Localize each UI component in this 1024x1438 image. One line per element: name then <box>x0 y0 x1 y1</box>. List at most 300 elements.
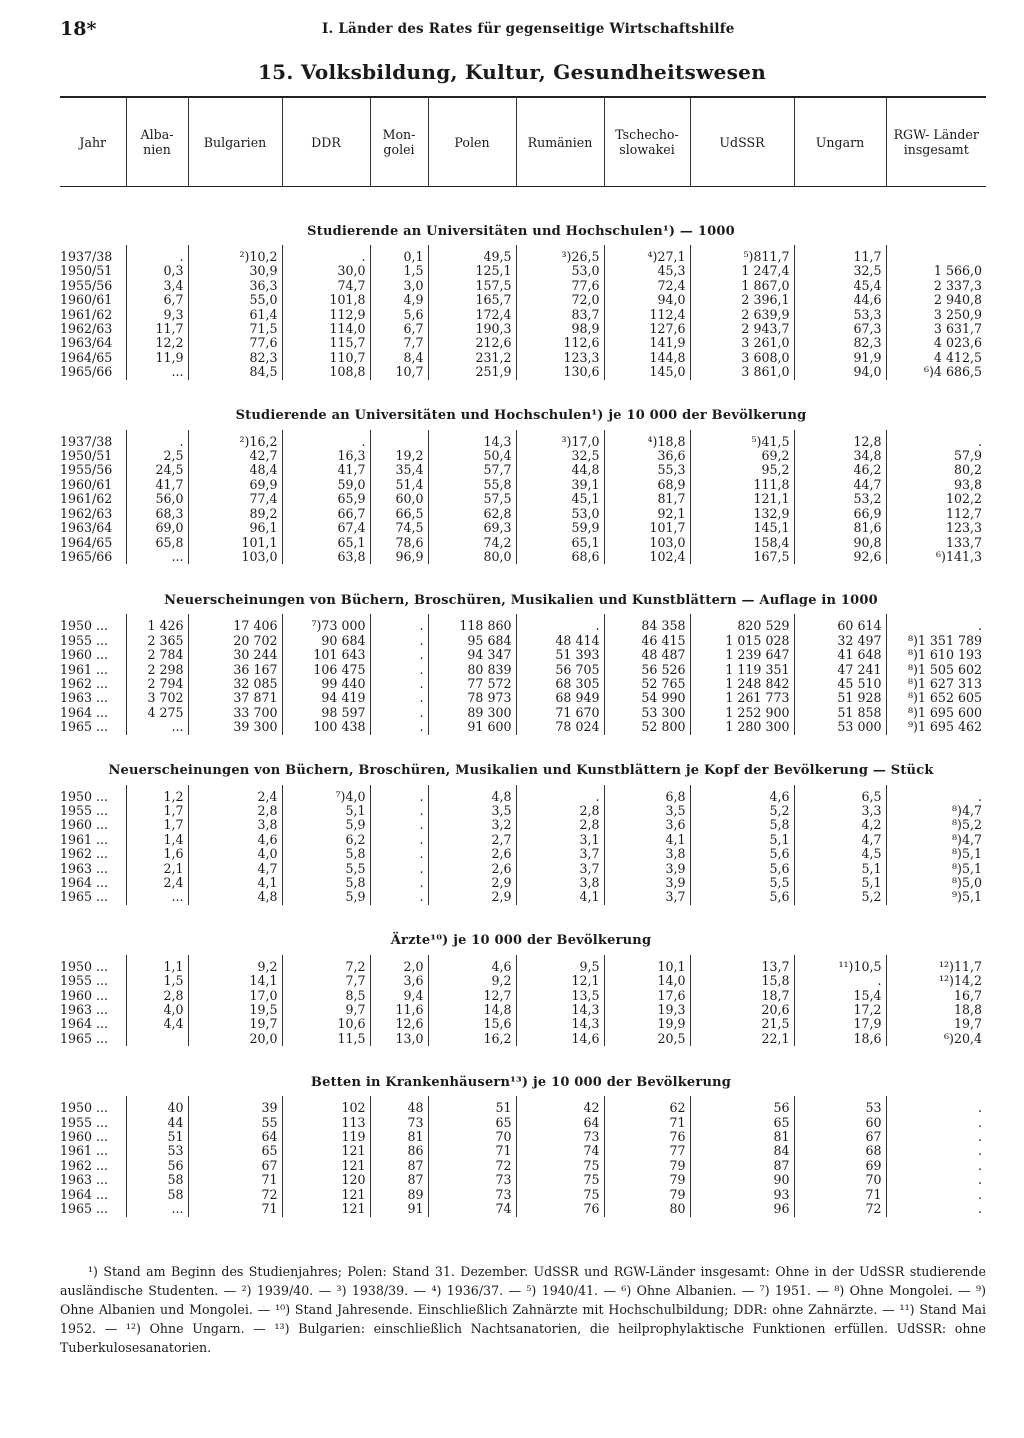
value-cell: 94 419 <box>282 691 370 705</box>
value-cell: 820 529 <box>690 619 794 633</box>
value-cell: 1,5 <box>370 264 428 278</box>
value-cell: 14,3 <box>516 1017 604 1031</box>
value-cell: 0,3 <box>126 264 188 278</box>
page-number: 18* <box>60 18 97 40</box>
section-header-row <box>60 735 986 785</box>
value-cell: 73 <box>428 1188 516 1202</box>
value-cell: 5,2 <box>690 804 794 818</box>
value-cell: 2,6 <box>428 847 516 861</box>
year-cell: 1964 ... <box>60 875 109 890</box>
value-cell: 64 <box>188 1130 282 1144</box>
value-cell: 3,2 <box>428 818 516 832</box>
value-cell: . <box>370 691 428 705</box>
value-cell: 46,2 <box>794 463 886 477</box>
value-cell: 50,4 <box>428 449 516 463</box>
value-cell: 56,0 <box>126 492 188 506</box>
value-cell: ⁸)5,1 <box>886 847 986 861</box>
value-cell: 71,5 <box>188 322 282 336</box>
value-cell: 3 261,0 <box>690 336 794 350</box>
value-cell: 2,8 <box>188 804 282 818</box>
table-row <box>60 279 986 293</box>
value-cell: 101,7 <box>604 521 690 535</box>
value-cell: 2,6 <box>428 862 516 876</box>
year-cell: 1965 ... <box>60 1201 109 1217</box>
value-cell: 2,0 <box>370 960 428 974</box>
statistics-table <box>60 96 986 1217</box>
value-cell: 112,6 <box>516 336 604 350</box>
value-cell: 66,7 <box>282 507 370 521</box>
column-header-row <box>60 97 986 187</box>
value-cell: 99 440 <box>282 677 370 691</box>
year-cell: 1965 ... <box>60 719 109 735</box>
value-cell: 32,5 <box>516 449 604 463</box>
table-row <box>60 308 986 322</box>
year-cell: 1955 ... <box>60 1114 109 1130</box>
value-cell: 4,8 <box>188 890 282 904</box>
value-cell: 112,9 <box>282 308 370 322</box>
value-cell: 40 <box>126 1101 188 1115</box>
value-cell: 17,2 <box>794 1003 886 1017</box>
value-cell: 36 167 <box>188 663 282 677</box>
value-cell: 19,5 <box>188 1003 282 1017</box>
section-header-row <box>60 1046 986 1096</box>
value-cell: 30,0 <box>282 264 370 278</box>
value-cell: 5,8 <box>282 847 370 861</box>
value-cell: . <box>886 619 986 633</box>
value-cell: 55 <box>188 1116 282 1130</box>
table-row <box>60 663 986 677</box>
year-cell: 1962 ... <box>60 846 109 862</box>
table-row <box>60 435 986 449</box>
value-cell: 72 <box>794 1202 886 1216</box>
year-cell: 1950 ... <box>60 1100 109 1116</box>
value-cell: ⁸)1 627 313 <box>886 677 986 691</box>
value-cell: . <box>370 790 428 804</box>
year-cell: 1963 ... <box>60 690 109 706</box>
year-cell: 1950 ... <box>60 958 109 974</box>
table-row <box>60 293 986 307</box>
value-cell: 12,6 <box>370 1017 428 1031</box>
value-cell: 81,6 <box>794 521 886 535</box>
value-cell: 73 <box>516 1130 604 1144</box>
value-cell: 9,5 <box>516 960 604 974</box>
value-cell: 41,7 <box>282 463 370 477</box>
value-cell: 1,5 <box>126 974 188 988</box>
value-cell: 2 784 <box>126 648 188 662</box>
value-cell: 56 705 <box>516 663 604 677</box>
value-cell: 48,4 <box>188 463 282 477</box>
value-cell: 4,9 <box>370 293 428 307</box>
value-cell: . <box>370 648 428 662</box>
table-row <box>60 492 986 506</box>
value-cell: 4,7 <box>188 862 282 876</box>
value-cell: . <box>886 790 986 804</box>
value-cell: . <box>886 1159 986 1173</box>
value-cell: 14,6 <box>516 1032 604 1046</box>
value-cell: ¹²)14,2 <box>886 974 986 988</box>
column-header-mongolei: Mon- golei <box>370 97 428 187</box>
value-cell: 103,0 <box>188 550 282 564</box>
value-cell: 58 <box>126 1173 188 1187</box>
value-cell: 41,7 <box>126 478 188 492</box>
value-cell: 7,7 <box>370 336 428 350</box>
year-cell: 1963/64 <box>60 335 113 351</box>
year-cell: 1963 ... <box>60 1172 109 1188</box>
value-cell: 60,0 <box>370 492 428 506</box>
section-title: Neuerscheinungen von Büchern, Broschüren, Musikalien und Kunstblättern je Kopf der Bevölkerung — Stück <box>108 763 934 779</box>
value-cell: 76 <box>516 1202 604 1216</box>
value-cell: 77,6 <box>516 279 604 293</box>
value-cell: 45,4 <box>794 279 886 293</box>
value-cell: 39 <box>188 1101 282 1115</box>
value-cell: 102,2 <box>886 492 986 506</box>
table-row <box>60 1202 986 1216</box>
value-cell: 81 <box>690 1130 794 1144</box>
value-cell: 74,7 <box>282 279 370 293</box>
value-cell: 101 643 <box>282 648 370 662</box>
year-cell: 1960 ... <box>60 987 109 1003</box>
value-cell: 67,3 <box>794 322 886 336</box>
value-cell: ⁶)4 686,5 <box>886 365 986 379</box>
value-cell: 77,6 <box>188 336 282 350</box>
column-header-ddr: DDR <box>282 97 370 187</box>
value-cell: 89 300 <box>428 706 516 720</box>
value-cell: 71 <box>188 1202 282 1216</box>
value-cell: 4,2 <box>794 818 886 832</box>
value-cell: ... <box>126 365 188 379</box>
year-cell: 1950/51 <box>60 263 113 279</box>
value-cell: 91 <box>370 1202 428 1216</box>
value-cell: ... <box>126 1202 188 1216</box>
table-row <box>60 847 986 861</box>
value-cell: . <box>886 1130 986 1144</box>
value-cell: 1 239 647 <box>690 648 794 662</box>
value-cell: 18,8 <box>886 1003 986 1017</box>
year-cell: 1961/62 <box>60 491 113 507</box>
value-cell: 84,5 <box>188 365 282 379</box>
value-cell: 17,6 <box>604 989 690 1003</box>
table-row <box>60 365 986 379</box>
year-cell: 1962 ... <box>60 675 109 691</box>
value-cell: 14,3 <box>428 435 516 449</box>
value-cell: 3,0 <box>370 279 428 293</box>
value-cell: 90 684 <box>282 634 370 648</box>
value-cell: 125,1 <box>428 264 516 278</box>
table-row <box>60 478 986 492</box>
year-cell: 1960/61 <box>60 476 113 492</box>
value-cell: ¹²)11,7 <box>886 960 986 974</box>
value-cell: ⁸)4,7 <box>886 804 986 818</box>
value-cell: 15,4 <box>794 989 886 1003</box>
year-cell: 1964/65 <box>60 349 113 365</box>
value-cell: 5,5 <box>282 862 370 876</box>
value-cell: . <box>126 250 188 264</box>
section-title: Betten in Krankenhäusern¹³) je 10 000 der Bevölkerung <box>310 1074 732 1090</box>
value-cell: 4 412,5 <box>886 351 986 365</box>
value-cell: 2,5 <box>126 449 188 463</box>
value-cell: 16,7 <box>886 989 986 1003</box>
value-cell: 10,1 <box>604 960 690 974</box>
value-cell: 95,2 <box>690 463 794 477</box>
value-cell: ⁸)5,0 <box>886 876 986 890</box>
table-row <box>60 1188 986 1202</box>
value-cell: 63,8 <box>282 550 370 564</box>
value-cell: 3,4 <box>126 279 188 293</box>
value-cell: 77,4 <box>188 492 282 506</box>
value-cell: ⁷)73 000 <box>282 619 370 633</box>
value-cell: 55,8 <box>428 478 516 492</box>
value-cell: 95 684 <box>428 634 516 648</box>
value-cell: . <box>886 1101 986 1115</box>
year-cell: 1960 ... <box>60 817 109 833</box>
value-cell: 119 <box>282 1130 370 1144</box>
year-cell: 1965 ... <box>60 889 109 905</box>
year-cell: 1962 ... <box>60 1157 109 1173</box>
value-cell: 57,7 <box>428 463 516 477</box>
table-row <box>60 336 986 350</box>
value-cell: 92,1 <box>604 507 690 521</box>
value-cell: 53,3 <box>794 308 886 322</box>
table-row <box>60 818 986 832</box>
value-cell: 33 700 <box>188 706 282 720</box>
value-cell: 39,1 <box>516 478 604 492</box>
value-cell: 79 <box>604 1173 690 1187</box>
value-cell: 4,1 <box>516 890 604 904</box>
value-cell: 118 860 <box>428 619 516 633</box>
value-cell: 3 631,7 <box>886 322 986 336</box>
value-cell: 3 861,0 <box>690 365 794 379</box>
value-cell: 80 839 <box>428 663 516 677</box>
value-cell: 37 871 <box>188 691 282 705</box>
value-cell: 19,7 <box>188 1017 282 1031</box>
value-cell: 190,3 <box>428 322 516 336</box>
table-row <box>60 550 986 564</box>
table-row <box>60 862 986 876</box>
table-row <box>60 648 986 662</box>
value-cell: 11,9 <box>126 351 188 365</box>
year-cell: 1960 ... <box>60 1129 109 1145</box>
value-cell: 83,7 <box>516 308 604 322</box>
year-cell: 1955 ... <box>60 802 109 818</box>
value-cell: 69,3 <box>428 521 516 535</box>
value-cell: 6,2 <box>282 833 370 847</box>
value-cell: 3,8 <box>516 876 604 890</box>
value-cell: 67 <box>188 1159 282 1173</box>
value-cell: 11,6 <box>370 1003 428 1017</box>
value-cell: 123,3 <box>886 521 986 535</box>
value-cell: . <box>886 1144 986 1158</box>
value-cell: 110,7 <box>282 351 370 365</box>
value-cell: 65,8 <box>126 536 188 550</box>
value-cell: ⁸)1 652 605 <box>886 691 986 705</box>
value-cell: 48 414 <box>516 634 604 648</box>
value-cell: 5,8 <box>282 876 370 890</box>
value-cell: 69,0 <box>126 521 188 535</box>
value-cell: 2 943,7 <box>690 322 794 336</box>
value-cell: 96,1 <box>188 521 282 535</box>
value-cell: 1 247,4 <box>690 264 794 278</box>
year-cell: 1937/38 <box>60 249 113 264</box>
value-cell: 45,3 <box>604 264 690 278</box>
value-cell: 6,7 <box>370 322 428 336</box>
value-cell: 54 990 <box>604 691 690 705</box>
value-cell: 3,9 <box>604 876 690 890</box>
value-cell: 3,5 <box>428 804 516 818</box>
value-cell: 13,7 <box>690 960 794 974</box>
value-cell: 91,9 <box>794 351 886 365</box>
value-cell: 96,9 <box>370 550 428 564</box>
value-cell: 75 <box>516 1188 604 1202</box>
value-cell: . <box>794 974 886 988</box>
value-cell: 17 406 <box>188 619 282 633</box>
table-row <box>60 833 986 847</box>
value-cell: 52 765 <box>604 677 690 691</box>
value-cell: 103,0 <box>604 536 690 550</box>
value-cell: 66,5 <box>370 507 428 521</box>
value-cell: 32 497 <box>794 634 886 648</box>
value-cell: 2 639,9 <box>690 308 794 322</box>
value-cell: 112,7 <box>886 507 986 521</box>
value-cell: 108,8 <box>282 365 370 379</box>
value-cell: 17,9 <box>794 1017 886 1031</box>
value-cell: 16,2 <box>428 1032 516 1046</box>
value-cell: 18,7 <box>690 989 794 1003</box>
value-cell: ... <box>126 550 188 564</box>
value-cell: 75 <box>516 1173 604 1187</box>
value-cell: 72 <box>428 1159 516 1173</box>
value-cell: 3,1 <box>516 833 604 847</box>
footnotes: ¹) Stand am Beginn des Studienjahres; Polen: Stand 31. Dezember. UdSSR und RGW-Länder insgesamt: Ohne in der UdSSR studierende ausländische Studenten. — ²) 1939/40. — ³) 1938/39. — ⁴) 1936/37. — ⁵) 1940/41. — ⁶) Ohne Albanien. — ⁷) 1951. — ⁸) Ohne Mongolei. — ⁹) Ohne Albanien und Mongolei. — ¹⁰) Stand Jahresende. Einschließlich Zahnärzte mit Hochschulbildung; DDR: ohne Zahnärzte. — ¹¹) Stand Mai 1952. — ¹²) Ohne Ungarn. — ¹³) Bulgarien: einschließlich Nachtsanatorien, die heilprophylaktische Funktionen erfüllen. UdSSR: ohne Tuberkulosesanatorien. <box>60 1264 986 1355</box>
value-cell: 4,1 <box>188 876 282 890</box>
value-cell: 84 <box>690 1144 794 1158</box>
value-cell: 1 252 900 <box>690 706 794 720</box>
value-cell: 2,8 <box>516 804 604 818</box>
value-cell: 44,8 <box>516 463 604 477</box>
value-cell: ⁹)1 695 462 <box>886 720 986 734</box>
running-title: I. Länder des Rates für gegenseitige Wirtschaftshilfe <box>322 21 735 37</box>
value-cell: 60 <box>794 1116 886 1130</box>
value-cell: 145,0 <box>604 365 690 379</box>
year-cell: 1960 ... <box>60 647 109 663</box>
value-cell: 87 <box>690 1159 794 1173</box>
year-cell: 1961/62 <box>60 306 113 322</box>
value-cell: 3,8 <box>604 847 690 861</box>
value-cell: 14,8 <box>428 1003 516 1017</box>
value-cell: . <box>370 818 428 832</box>
value-cell: . <box>370 876 428 890</box>
table-row <box>60 634 986 648</box>
section-title: Neuerscheinungen von Büchern, Broschüren, Musikalien und Kunstblättern — Auflage in 1000 <box>164 592 878 608</box>
value-cell: 14,1 <box>188 974 282 988</box>
value-cell: 79 <box>604 1159 690 1173</box>
value-cell: 20,5 <box>604 1032 690 1046</box>
value-cell: 3,7 <box>604 890 690 904</box>
value-cell: . <box>370 619 428 633</box>
value-cell: 45 510 <box>794 677 886 691</box>
value-cell: 73 <box>428 1173 516 1187</box>
value-cell: 68,6 <box>516 550 604 564</box>
table-row <box>60 706 986 720</box>
value-cell: 20 702 <box>188 634 282 648</box>
year-cell: 1961 ... <box>60 1143 109 1159</box>
value-cell: 24,5 <box>126 463 188 477</box>
value-cell: 8,4 <box>370 351 428 365</box>
value-cell: 4,5 <box>794 847 886 861</box>
value-cell: 78 973 <box>428 691 516 705</box>
value-cell: 2 298 <box>126 663 188 677</box>
value-cell: 14,0 <box>604 974 690 988</box>
value-cell: 78 024 <box>516 720 604 734</box>
value-cell: 4,6 <box>428 960 516 974</box>
value-cell: 2,7 <box>428 833 516 847</box>
column-header-udssr: UdSSR <box>690 97 794 187</box>
value-cell: . <box>370 706 428 720</box>
value-cell: 6,5 <box>794 790 886 804</box>
value-cell: ⁸)1 695 600 <box>886 706 986 720</box>
value-cell: 51 858 <box>794 706 886 720</box>
table-row <box>60 463 986 477</box>
value-cell: 48 <box>370 1101 428 1115</box>
value-cell: 5,1 <box>794 876 886 890</box>
value-cell: 68 <box>794 1144 886 1158</box>
value-cell: 81,7 <box>604 492 690 506</box>
value-cell: 5,6 <box>690 862 794 876</box>
year-cell: 1955 ... <box>60 973 109 989</box>
value-cell: 44,7 <box>794 478 886 492</box>
value-cell: ⁸)5,2 <box>886 818 986 832</box>
value-cell: . <box>370 833 428 847</box>
value-cell: 3 702 <box>126 691 188 705</box>
value-cell: 47 241 <box>794 663 886 677</box>
value-cell: 7,2 <box>282 960 370 974</box>
value-cell: 52 800 <box>604 720 690 734</box>
value-cell: 74 <box>516 1144 604 1158</box>
value-cell: 165,7 <box>428 293 516 307</box>
value-cell: 56 526 <box>604 663 690 677</box>
table-row <box>60 619 986 633</box>
value-cell: 72 <box>188 1188 282 1202</box>
value-cell: . <box>370 677 428 691</box>
value-cell: 32,5 <box>794 264 886 278</box>
year-cell: 1963 ... <box>60 1002 109 1018</box>
value-cell: 2,4 <box>126 876 188 890</box>
value-cell: 1 867,0 <box>690 279 794 293</box>
value-cell: 74,5 <box>370 521 428 535</box>
value-cell: 20,0 <box>188 1032 282 1046</box>
value-cell: 56 <box>126 1159 188 1173</box>
table-row <box>60 677 986 691</box>
value-cell: 90 <box>690 1173 794 1187</box>
value-cell: . <box>370 890 428 904</box>
year-cell: 1955/56 <box>60 462 113 478</box>
value-cell: 6,8 <box>604 790 690 804</box>
value-cell: 92,6 <box>794 550 886 564</box>
value-cell: 86 <box>370 1144 428 1158</box>
value-cell: 1,4 <box>126 833 188 847</box>
value-cell: 60 614 <box>794 619 886 633</box>
value-cell: 58 <box>126 1188 188 1202</box>
value-cell: 62,8 <box>428 507 516 521</box>
column-header-albanien: Alba- nien <box>126 97 188 187</box>
value-cell: 41 648 <box>794 648 886 662</box>
value-cell: 64 <box>516 1116 604 1130</box>
section-header-row <box>60 380 986 430</box>
value-cell: 94,0 <box>794 365 886 379</box>
year-cell: 1961 ... <box>60 661 109 677</box>
value-cell: 100 438 <box>282 720 370 734</box>
table-row <box>60 322 986 336</box>
value-cell: 2 365 <box>126 634 188 648</box>
